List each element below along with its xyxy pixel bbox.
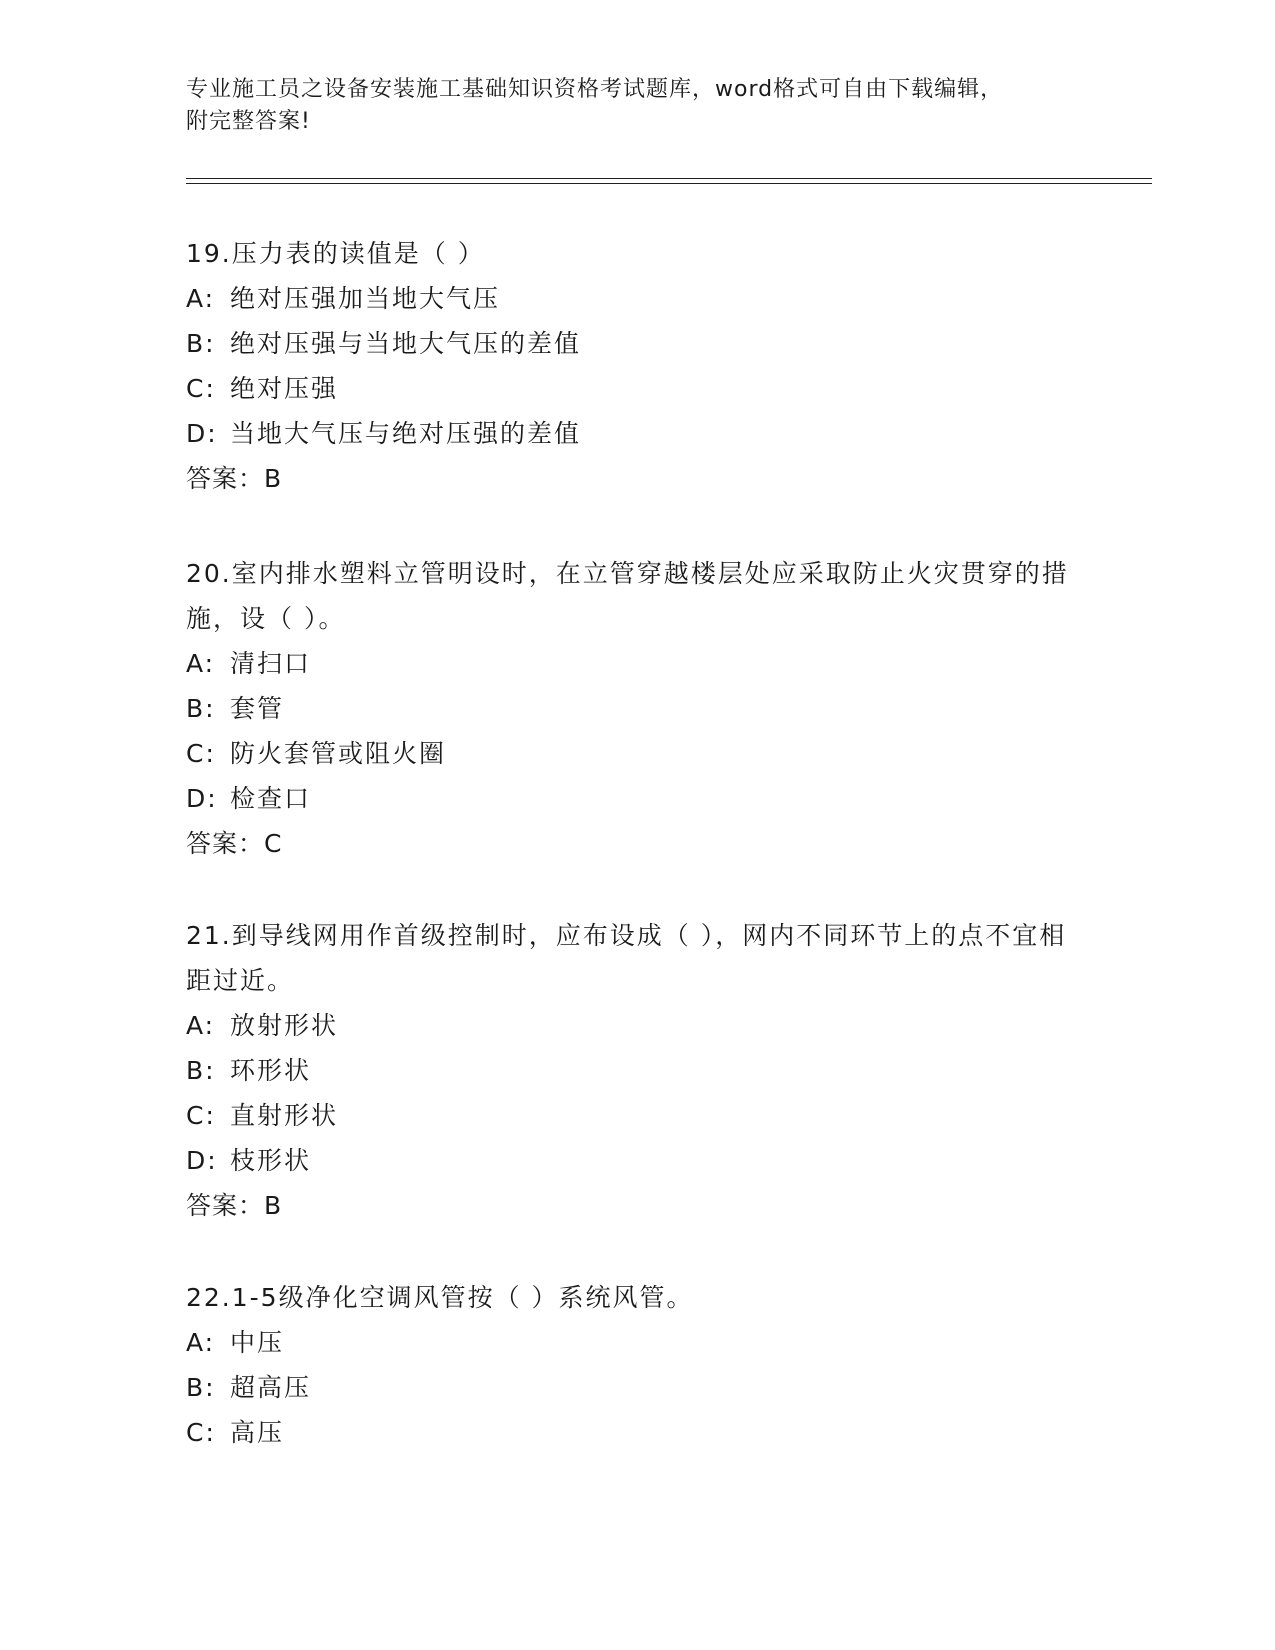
option-text: 绝对压强与当地大气压的差值 [230,329,582,358]
option-a [186,1320,1086,1365]
option-d [186,411,1086,456]
document-header [186,74,1086,138]
option-text: 枝形状 [230,1146,312,1175]
question-stem: 20.室内排水塑料立管明设时，在立管穿越楼层处应采取防止火灾贯穿的措施，设（ ）。 [186,559,1069,633]
option-text: 检查口 [230,784,312,813]
option-letter: A: [186,1011,216,1040]
header-divider-bottom [186,183,1152,184]
option-letter: B: [186,329,216,358]
option-text: 绝对压强 [230,374,339,403]
option-letter: D: [186,784,218,813]
question-stem: 21.到导线网用作首级控制时，应布设成（ ），网内不同环节上的点不宜相距过近。 [186,921,1067,995]
option-letter: B: [186,1056,216,1085]
option-a [186,1003,1086,1048]
answer: 答案：B [186,1191,283,1220]
option-text: 套管 [230,694,285,723]
question-19 [186,231,1086,501]
option-text: 环形状 [230,1056,312,1085]
header-divider-top [186,178,1152,179]
option-d [186,1138,1086,1183]
option-b [186,1048,1086,1093]
question-stem: 22.1-5级净化空调风管按（ ）系统风管。 [186,1283,694,1312]
option-c [186,731,1086,776]
option-letter: A: [186,1328,216,1357]
answer: 答案：B [186,464,283,493]
option-letter: D: [186,1146,218,1175]
option-text: 中压 [230,1328,285,1357]
option-a [186,276,1086,321]
option-text: 超高压 [230,1373,312,1402]
answer: 答案：C [186,829,283,858]
option-b [186,1365,1086,1410]
question-22 [186,1275,1086,1455]
option-text: 放射形状 [230,1011,339,1040]
option-b [186,686,1086,731]
option-a [186,641,1086,686]
question-21 [186,913,1086,1228]
option-letter: C: [186,739,216,768]
option-letter: A: [186,284,216,313]
option-c [186,1093,1086,1138]
option-c [186,366,1086,411]
option-text: 清扫口 [230,649,312,678]
option-text: 直射形状 [230,1101,339,1130]
option-letter: B: [186,1373,216,1402]
option-letter: C: [186,374,216,403]
header-line-1: 专业施工员之设备安装施工基础知识资格考试题库，word格式可自由下载编辑， [186,77,1004,102]
option-letter: C: [186,1418,216,1447]
option-b [186,321,1086,366]
option-d [186,776,1086,821]
option-text: 防火套管或阻火圈 [230,739,447,768]
question-stem: 19.压力表的读值是（ ） [186,239,485,268]
question-20 [186,551,1086,866]
option-letter: C: [186,1101,216,1130]
option-c [186,1410,1086,1455]
option-text: 当地大气压与绝对压强的差值 [230,419,582,448]
option-letter: A: [186,649,216,678]
option-text: 绝对压强加当地大气压 [230,284,501,313]
header-line-2: 附完整答案! [186,109,311,134]
option-letter: B: [186,694,216,723]
option-letter: D: [186,419,218,448]
option-text: 高压 [230,1418,285,1447]
